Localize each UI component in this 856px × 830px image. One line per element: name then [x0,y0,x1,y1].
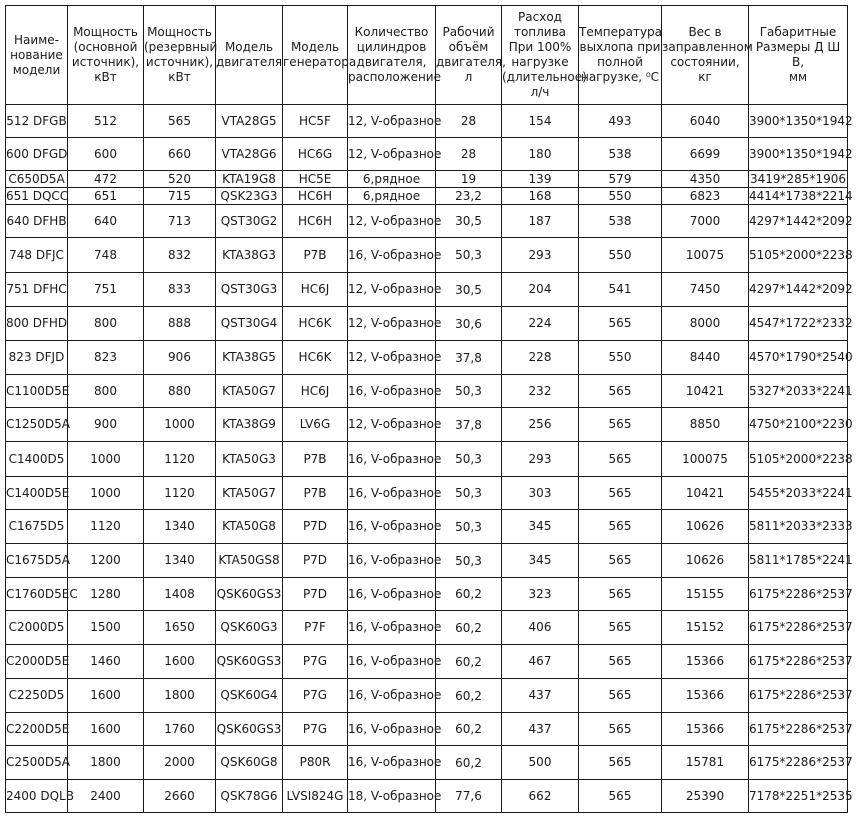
table-row [6,544,848,578]
cell-engine-model: KTA50G7 [216,477,283,510]
cell-cylinders: 6,рядное [348,171,436,188]
cell-displacement: 19 [436,171,502,188]
cell-fuel-consumption: 232 [502,375,579,408]
cell-dimensions: 4547*1722*2332 [749,307,848,341]
cell-engine-model: QST30G4 [216,307,283,341]
cell-dimensions: 5327*2033*2241 [749,375,848,408]
cell-standby-power: 1340 [144,510,216,544]
cell-fuel-consumption: 168 [502,188,579,205]
cell-exhaust-temp: 565 [579,713,662,746]
cell-engine-model: QSK60G4 [216,679,283,713]
cell-prime-power: 1500 [68,611,144,645]
cell-displacement: 50,3 [436,375,502,408]
cell-model-name: 751 DFHC [6,273,68,307]
cell-exhaust-temp: 565 [579,442,662,477]
cell-displacement: 60,2 [436,679,502,713]
cell-weight: 15366 [662,645,749,679]
cell-weight: 7450 [662,273,749,307]
cell-prime-power: 800 [68,307,144,341]
cell-cylinders: 16, V-образное [348,713,436,746]
table-row [6,408,848,442]
cell-dimensions: 4297*1442*2092 [749,273,848,307]
cell-weight: 6699 [662,138,749,171]
cell-weight: 15366 [662,679,749,713]
cell-displacement: 60,2 [436,713,502,746]
cell-alternator-model: P7D [283,578,348,611]
cell-displacement: 60,2 [436,578,502,611]
cell-fuel-consumption: 293 [502,238,579,273]
table-row [6,238,848,273]
cell-model-name: 640 DFHB [6,205,68,238]
cell-model-name: 512 DFGB [6,105,68,138]
table-row [6,273,848,307]
cell-engine-model: KTA38G3 [216,238,283,273]
cell-model-name: 823 DFJD [6,341,68,375]
cell-exhaust-temp: 550 [579,341,662,375]
cell-dimensions: 5105*2000*2238 [749,442,848,477]
table-row [6,341,848,375]
cell-weight: 8000 [662,307,749,341]
cell-model-name: 748 DFJC [6,238,68,273]
cell-dimensions: 4297*1442*2092 [749,205,848,238]
cell-weight: 15366 [662,713,749,746]
cell-cylinders: 12, V-образное [348,205,436,238]
table-row [6,510,848,544]
cell-model-name: C1400D5E [6,477,68,510]
cell-standby-power: 832 [144,238,216,273]
header-dimensions: Габаритные Размеры Д Ш В, мм [749,6,848,105]
table-row [6,105,848,138]
cell-standby-power: 1000 [144,408,216,442]
cell-cylinders: 12, V-образное [348,408,436,442]
cell-engine-model: QST30G2 [216,205,283,238]
cell-model-name: C1675D5 [6,510,68,544]
cell-prime-power: 600 [68,138,144,171]
cell-dimensions: 5811*1785*2241 [749,544,848,578]
cell-weight: 15155 [662,578,749,611]
cell-exhaust-temp: 550 [579,188,662,205]
table-row [6,307,848,341]
cell-prime-power: 1600 [68,679,144,713]
cell-prime-power: 2400 [68,780,144,813]
cell-cylinders: 16, V-образное [348,442,436,477]
table-row [6,138,848,171]
cell-model-name: C650D5A [6,171,68,188]
cell-fuel-consumption: 180 [502,138,579,171]
header-row [6,6,848,105]
cell-exhaust-temp: 565 [579,611,662,645]
cell-weight: 10075 [662,238,749,273]
cell-cylinders: 16, V-образное [348,375,436,408]
cell-displacement: 60,2 [436,746,502,780]
table-row [6,442,848,477]
cell-standby-power: 888 [144,307,216,341]
cell-displacement: 30,6 [436,307,502,341]
cell-displacement: 30,5 [436,273,502,307]
cell-prime-power: 651 [68,188,144,205]
cell-alternator-model: P7G [283,713,348,746]
cell-engine-model: QSK60GS3 [216,578,283,611]
cell-displacement: 50,3 [436,544,502,578]
table-row [6,578,848,611]
header-cylinders: Количество цилиндров двигателя, расположение [348,6,436,105]
table-row [6,205,848,238]
cell-exhaust-temp: 565 [579,679,662,713]
cell-model-name: C2250D5 [6,679,68,713]
cell-displacement: 23,2 [436,188,502,205]
cell-model-name: 651 DQCC [6,188,69,203]
cell-cylinders: 16, V-образное [348,679,436,713]
cell-exhaust-temp: 565 [579,375,662,408]
cell-fuel-consumption: 256 [502,408,579,442]
cell-displacement: 50,3 [436,442,502,477]
cell-model-name: 600 DFGD [6,138,68,171]
cell-fuel-consumption: 154 [502,105,579,138]
cell-weight: 10626 [662,510,749,544]
cell-fuel-consumption: 406 [502,611,579,645]
cell-engine-model: QSK60GS3 [216,645,283,679]
cell-cylinders: 12, V-образное [348,138,436,171]
cell-alternator-model: P7D [283,510,348,544]
cell-displacement: 37,8 [436,408,502,442]
cell-standby-power: 520 [144,171,216,188]
cell-cylinders: 16, V-образное [348,746,436,780]
cell-dimensions: 6175*2286*2537 [749,578,848,611]
cell-dimensions: 5105*2000*2238 [749,238,848,273]
cell-engine-model: KTA50G7 [216,375,283,408]
cell-cylinders: 16, V-образное [348,645,436,679]
cell-cylinders: 12, V-образное [348,307,436,341]
cell-model-name: 800 DFHD [6,307,68,341]
table-row [6,375,848,408]
cell-cylinders: 12, V-образное [348,273,436,307]
cell-model-name: 2400 DQLB [6,780,68,813]
cell-engine-model: KTA50G8 [216,510,283,544]
cell-exhaust-temp: 565 [579,408,662,442]
cell-fuel-consumption: 437 [502,679,579,713]
cell-engine-model: QSK23G3 [216,188,283,205]
cell-engine-model: KTA19G8 [216,171,283,188]
cell-dimensions: 6175*2286*2537 [749,746,848,780]
cell-alternator-model: LVSI824G [283,780,348,813]
cell-cylinders: 6,рядное [348,188,436,205]
cell-prime-power: 1600 [68,713,144,746]
cell-displacement: 60,2 [436,611,502,645]
cell-fuel-consumption: 437 [502,713,579,746]
cell-exhaust-temp: 565 [579,307,662,341]
cell-alternator-model: HC6J [283,273,348,307]
cell-cylinders: 12, V-образное [348,341,436,375]
cell-standby-power: 1408 [144,578,216,611]
cell-engine-model: QSK60G8 [216,746,283,780]
cell-alternator-model: HC5E [283,171,348,188]
cell-prime-power: 1280 [68,578,144,611]
cell-fuel-consumption: 204 [502,273,579,307]
cell-exhaust-temp: 579 [579,171,662,188]
cell-dimensions: 6175*2286*2537 [749,679,848,713]
table-row [6,780,848,813]
cell-cylinders: 16, V-образное [348,544,436,578]
cell-engine-model: KTA38G5 [216,341,283,375]
cell-alternator-model: P7B [283,442,348,477]
header-displacement: Рабочий объём двигателя, л [436,6,502,105]
cell-model-name: C1675D5A [6,544,68,578]
cell-cylinders: 16, V-образное [348,611,436,645]
cell-alternator-model: HC6J [283,375,348,408]
cell-exhaust-temp: 565 [579,645,662,679]
header-engine-model: Модель двигателя [216,6,283,105]
cell-model-name: C2500D5A [6,746,68,780]
cell-weight: 15152 [662,611,749,645]
cell-standby-power: 2660 [144,780,216,813]
cell-alternator-model: HC6G [283,138,348,171]
header-exhaust-temp: Температура выхлопа при полной нагрузке, ⁰С [579,6,662,105]
cell-fuel-consumption: 500 [502,746,579,780]
cell-prime-power: 512 [68,105,144,138]
cell-exhaust-temp: 565 [579,578,662,611]
table-row [6,611,848,645]
cell-prime-power: 800 [68,375,144,408]
cell-dimensions: 6175*2286*2537 [749,713,848,746]
cell-cylinders: 12, V-образное [348,105,436,138]
table-row [6,679,848,713]
cell-model-name: C2000D5E [6,645,68,679]
cell-weight: 10421 [662,375,749,408]
cell-alternator-model: P7D [283,544,348,578]
cell-dimensions: 3900*1350*1942 [749,105,848,138]
cell-standby-power: 1760 [144,713,216,746]
cell-weight: 10626 [662,544,749,578]
cell-fuel-consumption: 139 [502,171,579,188]
cell-exhaust-temp: 565 [579,544,662,578]
cell-fuel-consumption: 187 [502,205,579,238]
cell-alternator-model: LV6G [283,408,348,442]
cell-cylinders: 16, V-образное [348,238,436,273]
cell-weight: 6823 [662,188,749,205]
cell-fuel-consumption: 228 [502,341,579,375]
cell-standby-power: 1600 [144,645,216,679]
cell-standby-power: 1340 [144,544,216,578]
cell-weight: 25390 [662,780,749,813]
cell-alternator-model: P7B [283,238,348,273]
header-model-name: Наиме- нование модели [6,6,68,105]
cell-alternator-model: HC5F [283,105,348,138]
cell-displacement: 37,8 [436,341,502,375]
cell-fuel-consumption: 293 [502,442,579,477]
table-body [6,105,853,813]
cell-exhaust-temp: 538 [579,205,662,238]
cell-dimensions: 7178*2251*2535 [749,780,848,813]
cell-standby-power: 2000 [144,746,216,780]
cell-standby-power: 1800 [144,679,216,713]
cell-exhaust-temp: 565 [579,780,662,813]
cell-dimensions: 6175*2286*2537 [749,645,848,679]
cell-dimensions: 4570*1790*2540 [749,341,848,375]
cell-standby-power: 713 [144,205,216,238]
cell-prime-power: 751 [68,273,144,307]
cell-alternator-model: HC6H [283,205,348,238]
cell-exhaust-temp: 538 [579,138,662,171]
cell-cylinders: 16, V-образное [348,477,436,510]
cell-displacement: 28 [436,105,502,138]
cell-prime-power: 1460 [68,645,144,679]
cell-prime-power: 823 [68,341,144,375]
cell-engine-model: QSK60GS3 [216,713,283,746]
header-fuel-consumption: Расход топлива При 100% нагрузке (длительное) л/ч [502,6,579,105]
cell-fuel-consumption: 224 [502,307,579,341]
cell-alternator-model: P80R [283,746,348,780]
cell-dimensions: 5811*2033*2333 [749,510,848,544]
cell-alternator-model: HC6K [283,341,348,375]
table-row [6,188,848,205]
cell-alternator-model: P7G [283,645,348,679]
cell-fuel-consumption: 662 [502,780,579,813]
cell-fuel-consumption: 303 [502,477,579,510]
cell-exhaust-temp: 565 [579,746,662,780]
cell-weight: 4350 [662,171,749,188]
cell-displacement: 50,3 [436,510,502,544]
cell-exhaust-temp: 550 [579,238,662,273]
cell-fuel-consumption: 345 [502,544,579,578]
cell-standby-power: 565 [144,105,216,138]
cell-model-name: C1250D5A [6,408,68,442]
cell-alternator-model: P7B [283,477,348,510]
cell-dimensions: 4414*1738*2214 [749,188,853,203]
cell-cylinders: 16, V-образное [348,578,436,611]
cell-dimensions: 4750*2100*2230 [749,408,848,442]
cell-weight: 7000 [662,205,749,238]
cell-prime-power: 1000 [68,477,144,510]
cell-weight: 100075 [662,442,749,477]
cell-standby-power: 1120 [144,477,216,510]
cell-prime-power: 748 [68,238,144,273]
header-alternator-model: Модель генератора [283,6,348,105]
cell-fuel-consumption: 345 [502,510,579,544]
table-row [6,713,848,746]
cell-engine-model: QSK60G3 [216,611,283,645]
cell-standby-power: 660 [144,138,216,171]
table-row [6,477,848,510]
cell-engine-model: KTA50G3 [216,442,283,477]
cell-cylinders: 16, V-образное [348,510,436,544]
header-standby-power: Мощность (резервный источник), кВт [144,6,216,105]
cell-displacement: 28 [436,138,502,171]
table-row [6,645,848,679]
cell-standby-power: 833 [144,273,216,307]
cell-exhaust-temp: 493 [579,105,662,138]
table-row [6,746,848,780]
cell-weight: 8850 [662,408,749,442]
cell-exhaust-temp: 541 [579,273,662,307]
cell-dimensions: 3900*1350*1942 [749,138,848,171]
table-row [6,171,848,188]
cell-displacement: 60,2 [436,645,502,679]
cell-exhaust-temp: 565 [579,510,662,544]
cell-model-name: C1100D5E [6,375,68,408]
cell-model-name: C1400D5 [6,442,68,477]
cell-standby-power: 880 [144,375,216,408]
cell-standby-power: 906 [144,341,216,375]
cell-weight: 10421 [662,477,749,510]
cell-displacement: 50,3 [436,238,502,273]
cell-exhaust-temp: 565 [579,477,662,510]
cell-prime-power: 900 [68,408,144,442]
cell-alternator-model: HC6H [283,188,348,205]
cell-cylinders: 18, V-образное [348,780,436,813]
cell-standby-power: 715 [144,188,216,205]
cell-weight: 6040 [662,105,749,138]
cell-prime-power: 472 [68,171,144,188]
cell-standby-power: 1650 [144,611,216,645]
cell-prime-power: 1200 [68,544,144,578]
cell-engine-model: VTA28G6 [216,138,283,171]
header-weight: Вес в заправленном состоянии, кг [662,6,749,105]
cell-prime-power: 1000 [68,442,144,477]
cell-model-name: C2200D5E [6,713,68,746]
generator-spec-table [5,5,853,813]
cell-engine-model: QSK78G6 [216,780,283,813]
cell-prime-power: 640 [68,205,144,238]
cell-dimensions: 6175*2286*2537 [749,611,848,645]
cell-alternator-model: HC6K [283,307,348,341]
cell-alternator-model: P7G [283,679,348,713]
cell-alternator-model: P7F [283,611,348,645]
cell-dimensions: 3419*285*1906 [750,171,846,186]
cell-model-name: C2000D5 [6,611,68,645]
cell-displacement: 77,6 [436,780,502,813]
cell-engine-model: QST30G3 [216,273,283,307]
cell-weight: 15781 [662,746,749,780]
cell-engine-model: KTA38G9 [216,408,283,442]
cell-model-name: C1760D5EC [6,578,68,611]
cell-engine-model: KTA50GS8 [216,544,283,578]
cell-fuel-consumption: 323 [502,578,579,611]
cell-dimensions: 5455*2033*2241 [749,477,848,510]
cell-prime-power: 1800 [68,746,144,780]
cell-standby-power: 1120 [144,442,216,477]
header-prime-power: Мощность (основной источник), кВт [68,6,144,105]
cell-engine-model: VTA28G5 [216,105,283,138]
cell-prime-power: 1120 [68,510,144,544]
cell-fuel-consumption: 467 [502,645,579,679]
cell-displacement: 50,3 [436,477,502,510]
cell-displacement: 30,5 [436,205,502,238]
cell-weight: 8440 [662,341,749,375]
